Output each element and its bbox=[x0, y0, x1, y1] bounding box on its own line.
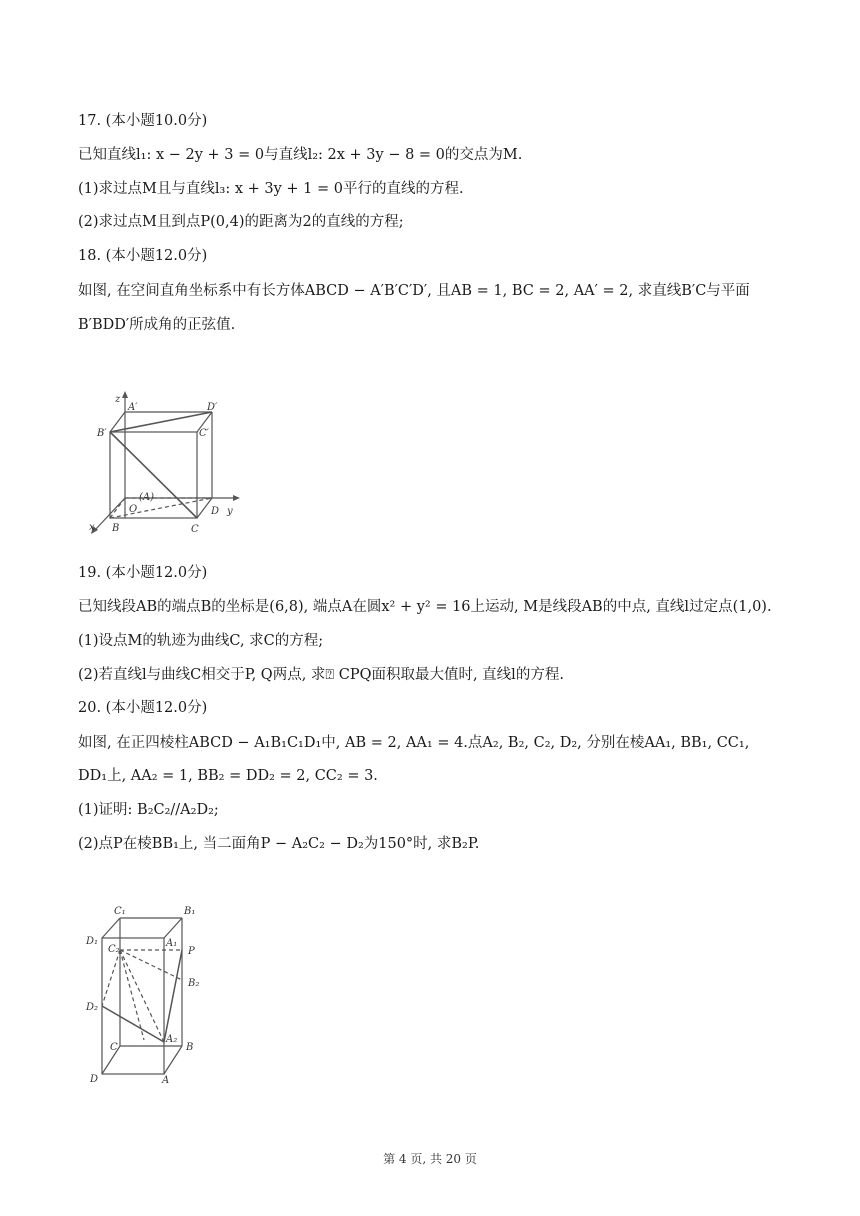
q18-label-c: C bbox=[191, 524, 199, 535]
q20-label-b2: B₂ bbox=[188, 978, 200, 989]
q18-label-d-prime: D′ bbox=[207, 402, 218, 413]
q20-label-c2: C₂ bbox=[108, 944, 120, 955]
q18-stem-line1: 如图, 在空间直角坐标系中有长方体ABCD − A′B′C′D′, 且AB = 1, BC = 2, AA′ = 2, 求直线B′C与平面 bbox=[78, 283, 750, 299]
q18-label-o: O bbox=[129, 504, 138, 515]
q18-stem-line2: B′BDD′所成角的正弦值. bbox=[78, 317, 236, 333]
q20-label-c1: C₁ bbox=[114, 906, 126, 917]
q20-label-b1: B₁ bbox=[184, 906, 196, 917]
q19-heading: 19. (本小题12.0分) bbox=[78, 565, 208, 581]
q17-heading: 17. (本小题10.0分) bbox=[78, 113, 208, 129]
q20-label-a2: A₂ bbox=[166, 1034, 178, 1045]
q18-label-y: y bbox=[227, 506, 233, 517]
q20-label-a: A bbox=[162, 1075, 170, 1086]
q20-label-c: C bbox=[110, 1042, 118, 1053]
q17-part2: (2)求过点M且到点P(0,4)的距离为2的直线的方程; bbox=[78, 214, 404, 230]
q20-label-a1: A₁ bbox=[166, 938, 178, 949]
q17-part1: (1)求过点M且与直线l₃: x + 3y + 1 = 0平行的直线的方程. bbox=[78, 181, 464, 197]
q18-cuboid-figure bbox=[85, 390, 245, 540]
q19-part1: (1)设点M的轨迹为曲线C, 求C的方程; bbox=[78, 633, 324, 649]
q20-stem-line2: DD₁上, AA₂ = 1, BB₂ = DD₂ = 2, CC₂ = 3. bbox=[78, 768, 378, 784]
q19-stem: 已知线段AB的端点B的坐标是(6,8), 端点A在圆x² + y² = 16上运动, M是线段AB的中点, 直线l过定点(1,0). bbox=[78, 599, 772, 615]
q20-stem-line1: 如图, 在正四棱柱ABCD − A₁B₁C₁D₁中, AB = 2, AA₁ = 4.点A₂, B₂, C₂, D₂, 分别在棱AA₁, BB₁, CC₁, bbox=[78, 735, 750, 751]
q20-part2: (2)点P在棱BB₁上, 当二面角P − A₂C₂ − D₂为150°时, 求B₂P. bbox=[78, 836, 480, 852]
q18-label-b: B bbox=[112, 523, 120, 534]
q19-part2: (2)若直线l与曲线C相交于P, Q两点, 求⍰ CPQ面积取最大值时, 直线l的方程. bbox=[78, 667, 564, 683]
q20-part1: (1)证明: B₂C₂//A₂D₂; bbox=[78, 802, 219, 818]
q20-prism-figure bbox=[82, 900, 222, 1090]
q20-heading: 20. (本小题12.0分) bbox=[78, 700, 208, 716]
q18-label-z: z bbox=[115, 394, 121, 405]
q18-label-c-prime: C′ bbox=[199, 428, 209, 439]
q18-heading: 18. (本小题12.0分) bbox=[78, 248, 208, 264]
q18-label-a: (A) bbox=[139, 492, 155, 503]
q20-label-d: D bbox=[90, 1074, 99, 1085]
q20-label-d1: D₁ bbox=[86, 936, 99, 947]
q20-label-d2: D₂ bbox=[86, 1002, 99, 1013]
page-footer: 第 4 页, 共 20 页 bbox=[383, 1152, 477, 1166]
q18-label-b-prime: B′ bbox=[97, 428, 107, 439]
q17-stem: 已知直线l₁: x − 2y + 3 = 0与直线l₂: 2x + 3y − 8 = 0的交点为M. bbox=[78, 147, 523, 163]
q18-label-a-prime: A′ bbox=[128, 402, 138, 413]
q20-label-p: P bbox=[188, 946, 195, 957]
q20-label-b: B bbox=[186, 1042, 194, 1053]
q18-label-x: x bbox=[89, 522, 95, 533]
q18-label-d: D bbox=[211, 506, 220, 517]
